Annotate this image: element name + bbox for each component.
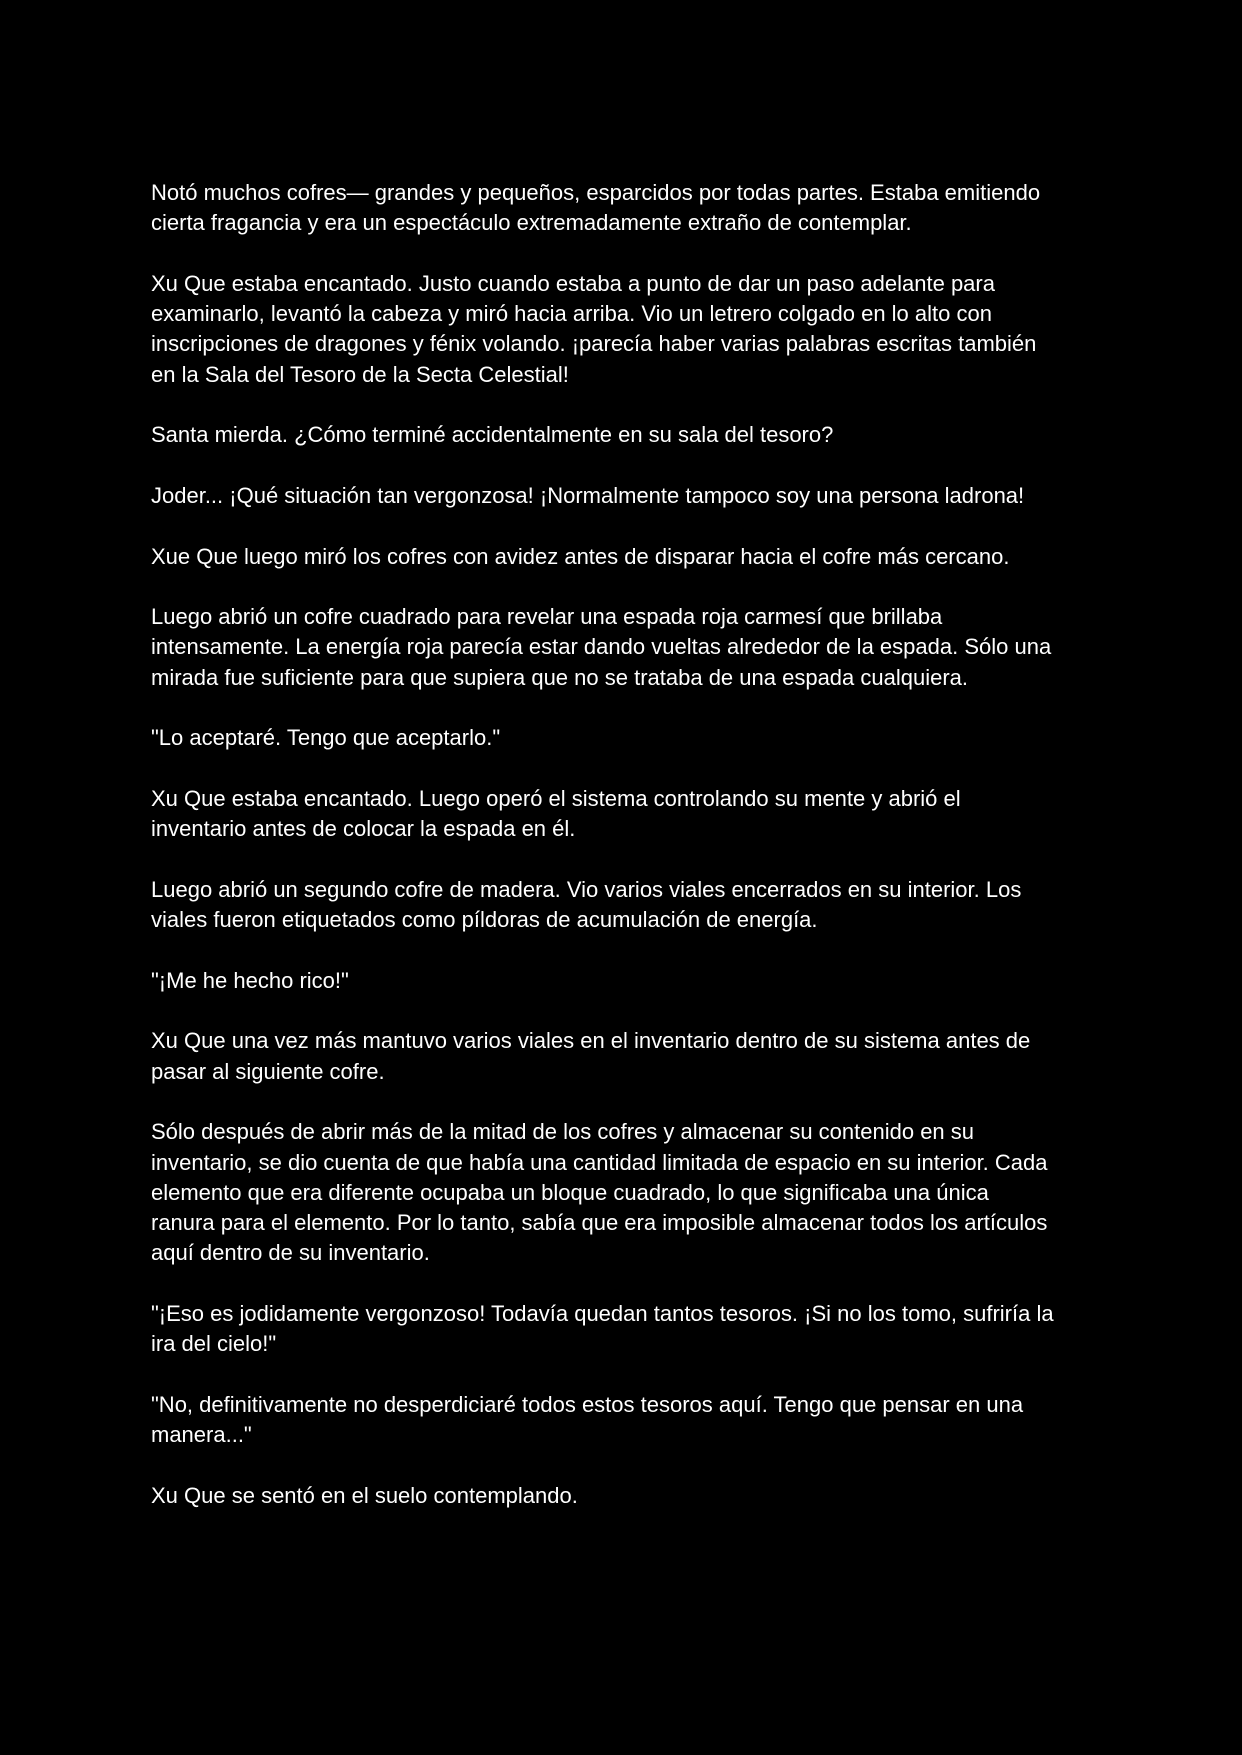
- paragraph: Santa mierda. ¿Cómo terminé accidentalmente en su sala del tesoro?: [151, 422, 834, 448]
- paragraph: Xu Que estaba encantado. Luego operó el sistema controlando su mente y abrió el inventario antes de colocar la espada en él.: [151, 785, 961, 842]
- paragraph: "No, definitivamente no desperdiciaré todos estos tesoros aquí. Tengo que pensar en una manera...": [151, 1391, 1024, 1448]
- paragraph: Xu Que se sentó en el suelo contemplando.: [151, 1482, 578, 1508]
- paragraph: "Lo aceptaré. Tengo que aceptarlo.": [151, 725, 501, 751]
- paragraph: "¡Eso es jodidamente vergonzoso! Todavía quedan tantos tesoros. ¡Si no los tomo, sufriría la ira del cielo!": [151, 1300, 1054, 1357]
- paragraph: Xu Que una vez más mantuvo varios viales en el inventario dentro de su sistema antes de pasar al siguiente cofre.: [151, 1028, 1031, 1084]
- document-page: [151, 178, 1101, 1541]
- paragraph: Sólo después de abrir más de la mitad de los cofres y almacenar su contenido en su inventario, se dio cuenta de que había una cantidad limitada de espacio en su interior. Cada elemento que era diferente ocupaba un bloque cuadrado, lo que significaba una única ranura para el elemento. Por lo tanto, sabía que era imposible almacenar todos los artículos aquí dentro de su inventario.: [151, 1119, 1048, 1266]
- paragraph: Luego abrió un segundo cofre de madera. Vio varios viales encerrados en su interior. Los viales fueron etiquetados como píldoras de acumulación de energía.: [151, 876, 1022, 933]
- paragraph: Xue Que luego miró los cofres con avidez antes de disparar hacia el cofre más cercano.: [151, 543, 1010, 569]
- paragraph: Notó muchos cofres— grandes y pequeños, esparcidos por todas partes. Estaba emitiendo cierta fragancia y era un espectáculo extremadamente extraño de contemplar.: [151, 180, 1041, 236]
- paragraph: "¡Me he hecho rico!": [151, 967, 349, 993]
- paragraph: Xu Que estaba encantado. Justo cuando estaba a punto de dar un paso adelante para examinarlo, levantó la cabeza y miró hacia arriba. Vio un letrero colgado en lo alto con inscripciones de dragones y fénix volando. ¡parecía haber varias palabras escritas también en la Sala del Tesoro de la Secta Celestial!: [151, 270, 1037, 387]
- paragraph: Luego abrió un cofre cuadrado para revelar una espada roja carmesí que brillaba intensamente. La energía roja parecía estar dando vueltas alrededor de la espada. Sólo una mirada fue suficiente para que supiera que no se trataba de una espada cualquiera.: [151, 604, 1052, 690]
- paragraph: Joder... ¡Qué situación tan vergonzosa! ¡Normalmente tampoco soy una persona ladrona!: [151, 482, 1025, 508]
